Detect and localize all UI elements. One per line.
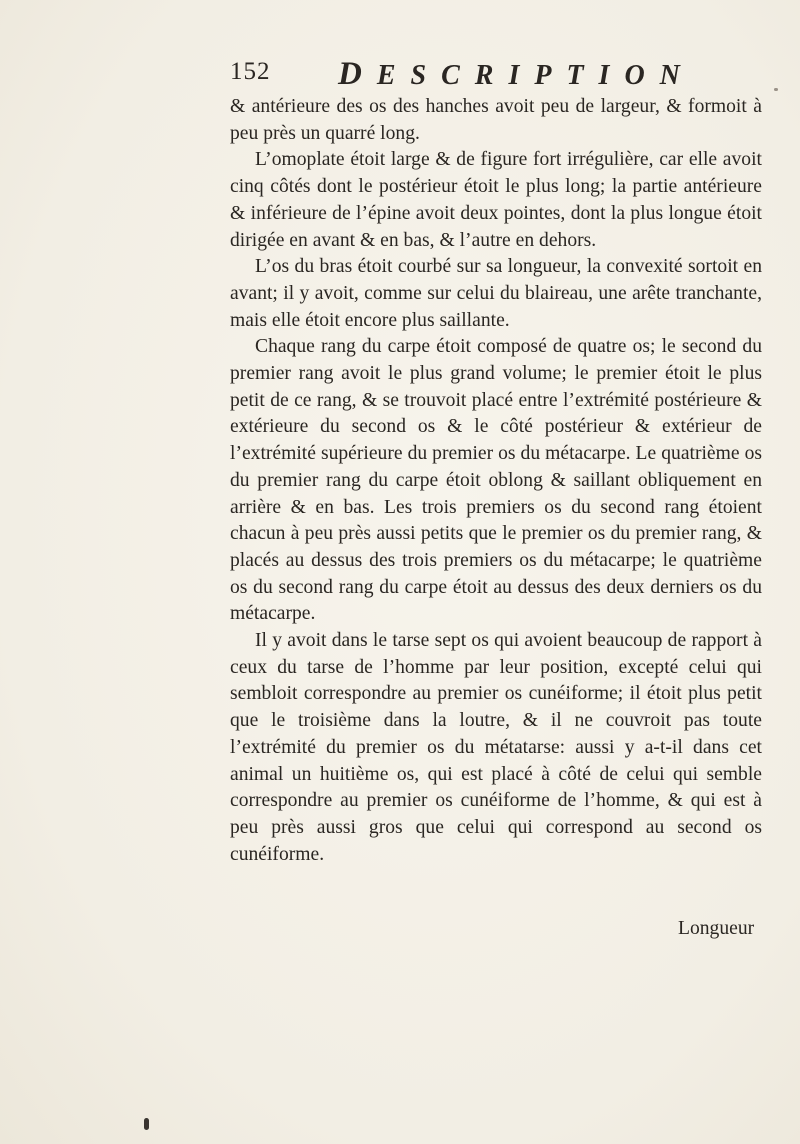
page-number: 152	[230, 58, 271, 85]
running-title-initial: D	[338, 56, 377, 92]
paragraph: L’os du bras étoit courbé sur sa longueur, la convexité sortoit en avant; il y avoit, comme sur celui du blaireau, une arête tranchante, mais elle étoit encore plus saillante.	[230, 256, 762, 331]
catchword: Longueur	[678, 918, 755, 939]
paragraph: Il y avoit dans le tarse sept os qui avoient beaucoup de rapport à ceux du tarse de l’homme par leur position, excepté celui qui sembloit correspondre au premier os cunéiforme; il étoit plus petit que le troisième dans la loutre, & il ne couvroit pas toute l’extrémité du premier os du métatarse: aussi y a-t-il dans cet animal un huitième os, qui est placé à côté de celui qui semble correspondre au premier os cunéiforme de l’homme, & qui est à peu près aussi gros que celui qui correspond au second os cunéiforme.	[230, 630, 762, 865]
body-text	[230, 94, 762, 868]
paragraph: Chaque rang du carpe étoit composé de quatre os; le second du premier rang avoit le plus grand volume; le premier étoit le plus petit de ce rang, & se trouvoit placé entre l’extrémité postérieure & extérieure du second os & le côté postérieur & extérieur de l’extrémité supérieure du premier os du métacarpe. Le quatrième os du premier rang du carpe étoit oblong & saillant obliquement en arrière & en bas. Les trois premiers os du second rang étoient chacun à peu près aussi petits que le premier os du premier rang, & placés au dessus des trois premiers os du métacarpe; le quatrième os du second rang du carpe étoit au dessus des deux derniers os du métacarpe.	[230, 336, 762, 625]
paragraph: & antérieure des os des hanches avoit peu de largeur, & formoit à peu près un quarré long.	[230, 96, 762, 144]
ink-smudge	[144, 1118, 149, 1130]
paper-mark	[774, 88, 778, 91]
running-title-rest: ESCRIPTION	[376, 60, 695, 91]
paragraph: L’omoplate étoit large & de figure fort irrégulière, car elle avoit cinq côtés dont le postérieur étoit le plus long; la partie antérieure & inférieure de l’épine avoit deux pointes, dont la plus longue étoit dirigée en avant & en bas, & l’autre en dehors.	[230, 149, 762, 251]
page-header	[230, 56, 695, 94]
running-title	[338, 56, 695, 93]
